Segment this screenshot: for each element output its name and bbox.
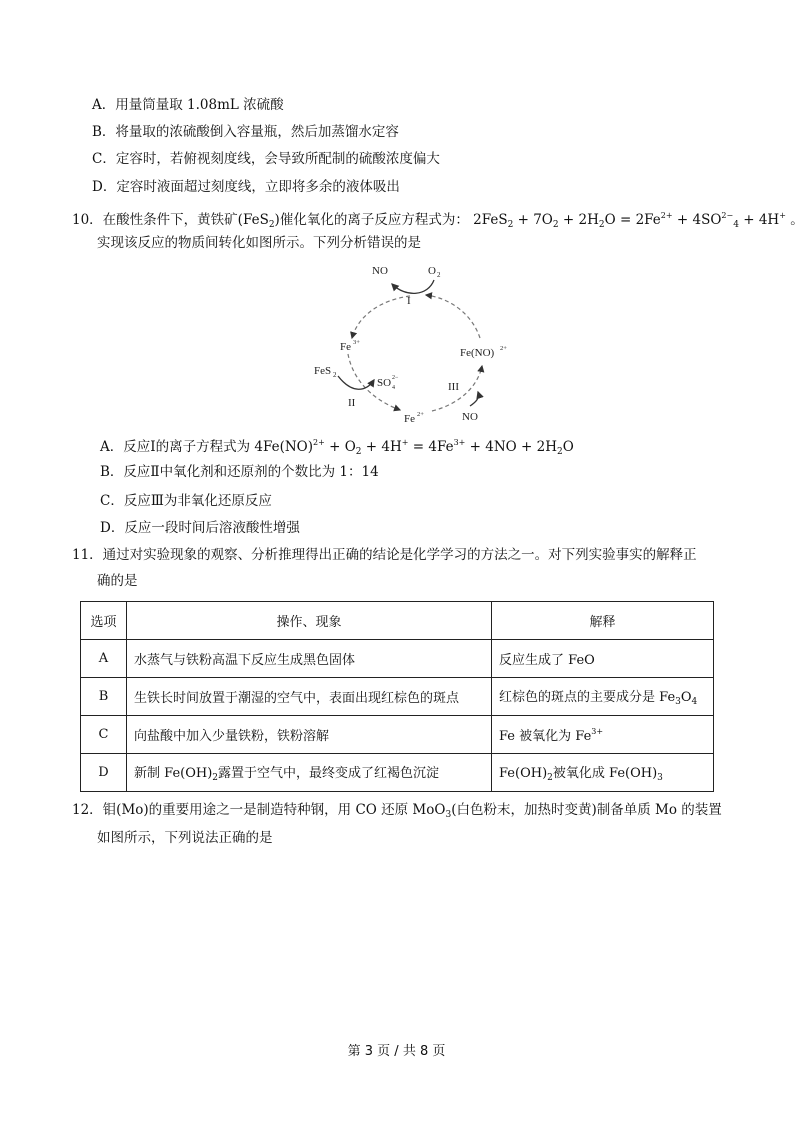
q10-option-d: D．反应一段时间后溶液酸性增强	[100, 520, 300, 536]
row-option: D	[81, 754, 127, 792]
svg-text:2+: 2+	[500, 345, 507, 352]
q10-option-a-equation: $4Fe(NO)^{2+} + O_2 + 4H^+ = 4Fe^{3+} + 4NO + 2H_2O$	[254, 438, 574, 457]
cycle-arc-right	[426, 295, 480, 338]
q12-stem-line1: 12．钼(Mo)的重要用途之一是制造特种钢，用 CO 还原 MoO$_3$(白色粉末，加热时变黄)制备单质 Mo 的装置	[72, 802, 722, 820]
cycle-arc-left	[348, 354, 400, 410]
q9-option-c: C．定容时，若俯视刻度线，会导致所配制的硫酸浓度偏大	[92, 151, 440, 167]
q11-stem-line2: 确的是	[97, 573, 138, 589]
table-row	[81, 640, 714, 678]
label-fe2	[404, 411, 424, 425]
svg-text:4: 4	[392, 385, 395, 391]
roman-i: I	[407, 295, 411, 307]
header-explanation: 解释	[492, 602, 714, 640]
q10-option-b: B．反应Ⅱ中氧化剂和还原剂的个数比为 1：14	[100, 464, 379, 480]
q11-stem-line1: 11．通过对实验现象的观察、分析推理得出正确的结论是化学学习的方法之一。对下列实验事实的解释正	[72, 547, 697, 563]
arrow-no-in	[470, 392, 479, 406]
svg-text:SO: SO	[377, 377, 392, 389]
svg-text:O: O	[428, 265, 436, 277]
q10-stem-prefix: 10．在酸性条件下，黄铁矿(FeS	[72, 212, 269, 228]
page-footer: 第 3 页 / 共 8 页	[347, 1044, 446, 1059]
row-explanation: 反应生成了 FeO	[492, 640, 714, 678]
svg-text:FeS: FeS	[314, 365, 332, 377]
table-row	[81, 716, 714, 754]
svg-text:2: 2	[333, 371, 337, 379]
arrow-o2-to-no	[392, 280, 434, 293]
q9-option-b: B．将量取的浓硫酸倒入容量瓶，然后加蒸馏水定容	[92, 124, 399, 140]
q10-stem-line1: 10．在酸性条件下，黄铁矿(FeS$_2$)催化氧化的离子反应方程式为： $2FeS_2 + 7O_2 + 2H_2O = 2Fe^{2+} + 4SO^{2-}_4 + 4H^+$ 。	[72, 211, 804, 230]
q9-option-d: D．定容时液面超过刻度线，立即将多余的液体吸出	[92, 179, 400, 195]
q10-stem-line2: 实现该反应的物质间转化如图所示。下列分析错误的是	[97, 235, 421, 251]
roman-ii: II	[348, 397, 356, 409]
q10-stem-mid: )催化氧化的离子反应方程式为：	[274, 212, 469, 228]
table-header-row	[81, 602, 714, 640]
roman-iii: III	[448, 381, 459, 393]
label-fes2	[314, 365, 337, 379]
q10-cycle-diagram	[300, 258, 540, 433]
header-option: 选项	[81, 602, 127, 640]
row-explanation: 红棕色的斑点的主要成分是 $Fe_3O_4$	[492, 678, 714, 716]
row-operation: 新制 $Fe(OH)_2$露置于空气中，最终变成了红褐色沉淀	[127, 754, 492, 792]
cycle-arc-top-left	[352, 296, 410, 338]
q12-stem-line2: 如图所示，下列说法正确的是	[97, 830, 273, 846]
label-no-top: NO	[372, 265, 388, 277]
svg-text:3+: 3+	[353, 339, 360, 346]
row-option: B	[81, 678, 127, 716]
svg-text:2: 2	[437, 271, 441, 279]
label-no-bottom: NO	[462, 411, 478, 423]
row-explanation: Fe 被氧化为 $Fe^{3+}$	[492, 716, 714, 754]
header-operation: 操作、现象	[127, 602, 492, 640]
arrow-fes2-to-so4	[338, 376, 374, 389]
svg-text:Fe: Fe	[340, 341, 351, 353]
table-row	[81, 678, 714, 716]
q10-equation: $2FeS_2 + 7O_2 + 2H_2O = 2Fe^{2+} + 4SO^{2-}_4 + 4H^+$ 。	[473, 211, 804, 230]
label-feno	[460, 345, 507, 359]
q10-option-c: C．反应Ⅲ为非氧化还原反应	[100, 493, 272, 509]
row-operation: 生铁长时间放置于潮湿的空气中，表面出现红棕色的斑点	[127, 678, 492, 716]
row-operation: 水蒸气与铁粉高温下反应生成黑色固体	[127, 640, 492, 678]
label-fe3	[340, 339, 360, 353]
svg-text:2−: 2−	[392, 375, 399, 381]
svg-text:Fe(NO): Fe(NO)	[460, 347, 495, 359]
q9-option-a: A．用量筒量取 1.08mL 浓硫酸	[92, 97, 284, 113]
label-o2	[428, 265, 441, 279]
row-option: C	[81, 716, 127, 754]
q11-table	[80, 601, 714, 792]
svg-text:Fe: Fe	[404, 413, 415, 425]
q10-option-a	[100, 433, 574, 462]
label-so4	[377, 375, 399, 391]
row-option: A	[81, 640, 127, 678]
q10-option-a-prefix: A．反应Ⅰ的离子方程式为	[100, 439, 251, 455]
row-operation: 向盐酸中加入少量铁粉，铁粉溶解	[127, 716, 492, 754]
table-row	[81, 754, 714, 792]
row-explanation: $Fe(OH)_2$被氧化成 $Fe(OH)_3$	[492, 754, 714, 792]
svg-text:2+: 2+	[417, 411, 424, 418]
